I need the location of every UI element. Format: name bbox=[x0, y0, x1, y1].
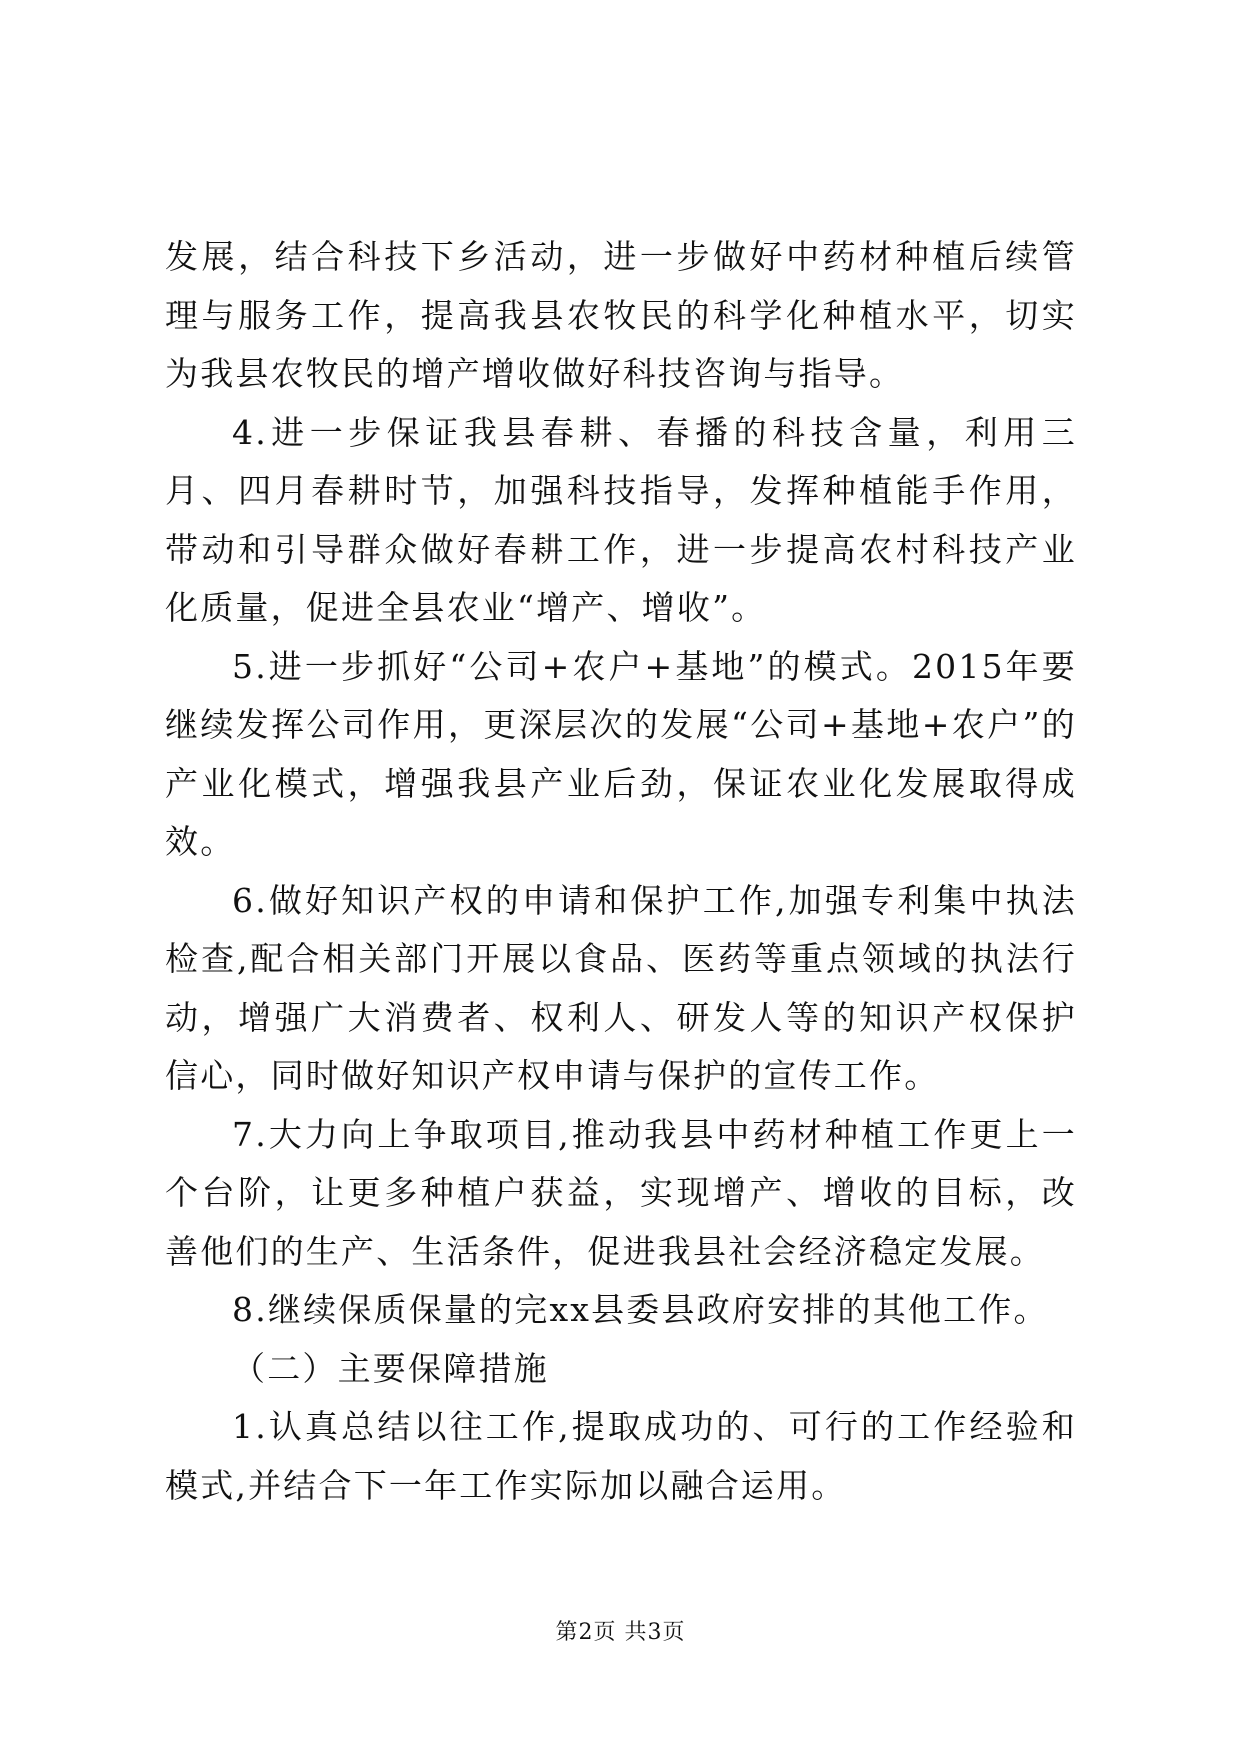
paragraph-item-4: 4.进一步保证我县春耕、春播的科技含量，利用三月、四月春耕时节，加强科技指导，发挥种植能手作用，带动和引导群众做好春耕工作，进一步提高农村科技产业化质量，促进全县农业“增产、增收”。 bbox=[165, 412, 1077, 627]
document-body bbox=[165, 228, 1077, 1515]
page-footer: 第2页 共3页 bbox=[555, 1620, 686, 1645]
paragraph-item-5: 5.进一步抓好“公司+农户+基地”的模式。2015年要继续发挥公司作用，更深层次的发展“公司+基地+农户”的产业化模式，增强我县产业后劲，保证农业化发展取得成效。 bbox=[165, 646, 1077, 861]
paragraph-item-8: 8.继续保质保量的完xx县委县政府安排的其他工作。 bbox=[232, 1290, 1049, 1329]
paragraph-measure-1: 1.认真总结以往工作,提取成功的、可行的工作经验和模式,并结合下一年工作实际加以融合运用。 bbox=[165, 1407, 1077, 1505]
section-heading: （二）主要保障措施 bbox=[232, 1348, 549, 1388]
paragraph-continuation: 发展，结合科技下乡活动，进一步做好中药材种植后续管理与服务工作，提高我县农牧民的科学化种植水平，切实为我县农牧民的增产增收做好科技咨询与指导。 bbox=[165, 237, 1077, 393]
paragraph-item-7: 7.大力向上争取项目,推动我县中药材种植工作更上一个台阶，让更多种植户获益，实现增产、增收的目标，改善他们的生产、生活条件，促进我县社会经济稳定发展。 bbox=[165, 1114, 1077, 1271]
paragraph-item-6: 6.做好知识产权的申请和保护工作,加强专利集中执法检查,配合相关部门开展以食品、医药等重点领域的执法行动，增强广大消费者、权利人、研发人等的知识产权保护信心，同时做好知识产权申请与保护的宣传工作。 bbox=[165, 880, 1077, 1095]
